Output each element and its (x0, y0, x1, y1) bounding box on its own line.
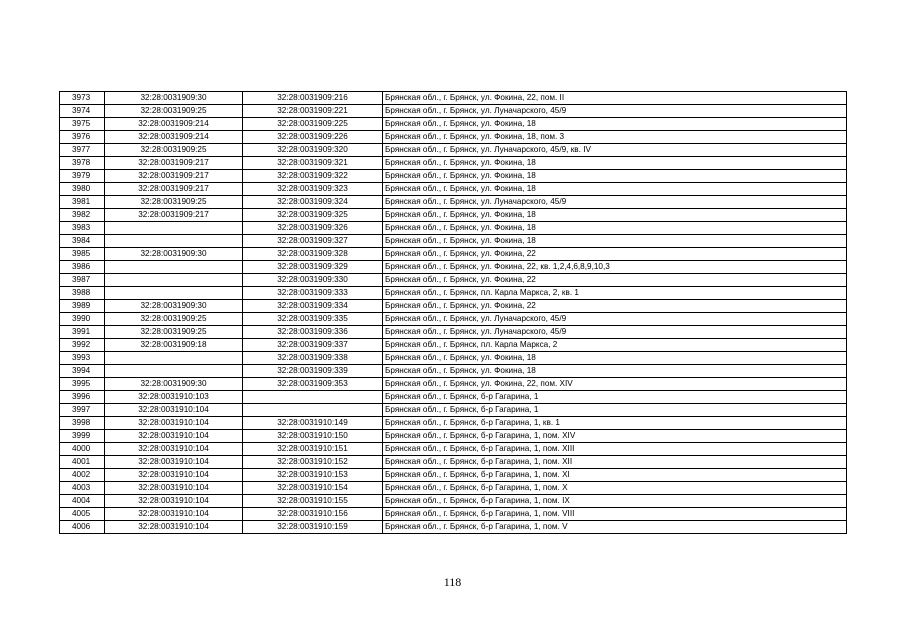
table-row (60, 131, 847, 144)
table-row (60, 456, 847, 469)
parent-cadastral-number-cell: 32:28:0031910:104 (105, 404, 243, 417)
table-row (60, 469, 847, 482)
row-number-cell: 3991 (60, 326, 105, 339)
cadastral-number-cell: 32:28:0031910:151 (243, 443, 383, 456)
address-cell: Брянская обл., г. Брянск, пл. Карла Маркса, 2, кв. 1 (383, 287, 847, 300)
cadastral-number-cell: 32:28:0031909:322 (243, 170, 383, 183)
cadastral-number-cell: 32:28:0031910:149 (243, 417, 383, 430)
cadastral-number-cell: 32:28:0031909:327 (243, 235, 383, 248)
parent-cadastral-number-cell: 32:28:0031910:104 (105, 482, 243, 495)
table-row (60, 287, 847, 300)
table-row (60, 235, 847, 248)
row-number-cell: 4002 (60, 469, 105, 482)
row-number-cell: 4001 (60, 456, 105, 469)
address-cell: Брянская обл., г. Брянск, ул. Луначарского, 45/9 (383, 105, 847, 118)
row-number-cell: 3976 (60, 131, 105, 144)
table-row (60, 209, 847, 222)
cadastral-number-cell: 32:28:0031909:329 (243, 261, 383, 274)
address-cell: Брянская обл., г. Брянск, б-р Гагарина, 1, пом. XI (383, 469, 847, 482)
registry-table-body (60, 92, 847, 534)
address-cell: Брянская обл., г. Брянск, б-р Гагарина, 1, пом. X (383, 482, 847, 495)
parent-cadastral-number-cell (105, 235, 243, 248)
cadastral-number-cell: 32:28:0031909:334 (243, 300, 383, 313)
cadastral-number-cell: 32:28:0031909:328 (243, 248, 383, 261)
address-cell: Брянская обл., г. Брянск, ул. Фокина, 18 (383, 118, 847, 131)
address-cell: Брянская обл., г. Брянск, ул. Фокина, 18 (383, 157, 847, 170)
row-number-cell: 3990 (60, 313, 105, 326)
table-row (60, 326, 847, 339)
parent-cadastral-number-cell: 32:28:0031909:217 (105, 157, 243, 170)
row-number-cell: 3978 (60, 157, 105, 170)
address-cell: Брянская обл., г. Брянск, ул. Фокина, 18, пом. 3 (383, 131, 847, 144)
parent-cadastral-number-cell (105, 352, 243, 365)
parent-cadastral-number-cell: 32:28:0031909:217 (105, 170, 243, 183)
cadastral-number-cell: 32:28:0031909:325 (243, 209, 383, 222)
address-cell: Брянская обл., г. Брянск, ул. Фокина, 22 (383, 274, 847, 287)
table-row (60, 391, 847, 404)
row-number-cell: 3995 (60, 378, 105, 391)
address-cell: Брянская обл., г. Брянск, б-р Гагарина, 1, пом. VIII (383, 508, 847, 521)
table-row (60, 274, 847, 287)
address-cell: Брянская обл., г. Брянск, ул. Фокина, 22 (383, 248, 847, 261)
cadastral-number-cell: 32:28:0031909:353 (243, 378, 383, 391)
address-cell: Брянская обл., г. Брянск, ул. Луначарского, 45/9 (383, 313, 847, 326)
table-row (60, 92, 847, 105)
row-number-cell: 3994 (60, 365, 105, 378)
address-cell: Брянская обл., г. Брянск, ул. Фокина, 22, пом. II (383, 92, 847, 105)
table-row (60, 157, 847, 170)
table-row (60, 144, 847, 157)
table-row (60, 417, 847, 430)
address-cell: Брянская обл., г. Брянск, ул. Фокина, 22 (383, 300, 847, 313)
row-number-cell: 4004 (60, 495, 105, 508)
address-cell: Брянская обл., г. Брянск, ул. Фокина, 18 (383, 222, 847, 235)
address-cell: Брянская обл., г. Брянск, б-р Гагарина, 1, пом. XIV (383, 430, 847, 443)
cadastral-number-cell: 32:28:0031909:221 (243, 105, 383, 118)
row-number-cell: 3981 (60, 196, 105, 209)
row-number-cell: 3973 (60, 92, 105, 105)
parent-cadastral-number-cell: 32:28:0031909:30 (105, 378, 243, 391)
address-cell: Брянская обл., г. Брянск, ул. Луначарского, 45/9 (383, 326, 847, 339)
cadastral-number-cell: 32:28:0031910:155 (243, 495, 383, 508)
parent-cadastral-number-cell: 32:28:0031909:25 (105, 326, 243, 339)
cadastral-number-cell: 32:28:0031910:150 (243, 430, 383, 443)
parent-cadastral-number-cell: 32:28:0031909:25 (105, 313, 243, 326)
cadastral-number-cell (243, 391, 383, 404)
table-row (60, 365, 847, 378)
parent-cadastral-number-cell: 32:28:0031910:104 (105, 430, 243, 443)
parent-cadastral-number-cell (105, 222, 243, 235)
table-row (60, 482, 847, 495)
parent-cadastral-number-cell: 32:28:0031910:104 (105, 521, 243, 534)
cadastral-number-cell (243, 404, 383, 417)
address-cell: Брянская обл., г. Брянск, ул. Фокина, 22, пом. XIV (383, 378, 847, 391)
row-number-cell: 3997 (60, 404, 105, 417)
table-row (60, 183, 847, 196)
row-number-cell: 3987 (60, 274, 105, 287)
parent-cadastral-number-cell: 32:28:0031909:217 (105, 209, 243, 222)
address-cell: Брянская обл., г. Брянск, б-р Гагарина, 1, пом. V (383, 521, 847, 534)
row-number-cell: 4006 (60, 521, 105, 534)
table-row (60, 495, 847, 508)
cadastral-number-cell: 32:28:0031909:323 (243, 183, 383, 196)
address-cell: Брянская обл., г. Брянск, ул. Луначарского, 45/9, кв. IV (383, 144, 847, 157)
cadastral-number-cell: 32:28:0031909:321 (243, 157, 383, 170)
cadastral-number-cell: 32:28:0031909:330 (243, 274, 383, 287)
table-row (60, 378, 847, 391)
table-row (60, 404, 847, 417)
table-row (60, 170, 847, 183)
table-row (60, 443, 847, 456)
address-cell: Брянская обл., г. Брянск, б-р Гагарина, 1, пом. XII (383, 456, 847, 469)
address-cell: Брянская обл., г. Брянск, ул. Фокина, 18 (383, 352, 847, 365)
parent-cadastral-number-cell (105, 261, 243, 274)
row-number-cell: 3999 (60, 430, 105, 443)
table-row (60, 508, 847, 521)
table-row (60, 521, 847, 534)
table-row (60, 105, 847, 118)
row-number-cell: 4003 (60, 482, 105, 495)
row-number-cell: 3989 (60, 300, 105, 313)
address-cell: Брянская обл., г. Брянск, пл. Карла Маркса, 2 (383, 339, 847, 352)
table-row (60, 300, 847, 313)
registry-table (59, 91, 847, 534)
parent-cadastral-number-cell: 32:28:0031910:104 (105, 417, 243, 430)
cadastral-number-cell: 32:28:0031909:216 (243, 92, 383, 105)
address-cell: Брянская обл., г. Брянск, б-р Гагарина, 1, кв. 1 (383, 417, 847, 430)
row-number-cell: 3984 (60, 235, 105, 248)
parent-cadastral-number-cell: 32:28:0031909:25 (105, 144, 243, 157)
cadastral-number-cell: 32:28:0031909:320 (243, 144, 383, 157)
cadastral-number-cell: 32:28:0031909:333 (243, 287, 383, 300)
parent-cadastral-number-cell: 32:28:0031909:30 (105, 300, 243, 313)
address-cell: Брянская обл., г. Брянск, б-р Гагарина, 1 (383, 404, 847, 417)
cadastral-number-cell: 32:28:0031909:337 (243, 339, 383, 352)
row-number-cell: 3993 (60, 352, 105, 365)
cadastral-number-cell: 32:28:0031910:153 (243, 469, 383, 482)
cadastral-number-cell: 32:28:0031909:339 (243, 365, 383, 378)
table-row (60, 196, 847, 209)
parent-cadastral-number-cell: 32:28:0031910:104 (105, 508, 243, 521)
row-number-cell: 3977 (60, 144, 105, 157)
table-row (60, 222, 847, 235)
row-number-cell: 3983 (60, 222, 105, 235)
row-number-cell: 3982 (60, 209, 105, 222)
row-number-cell: 3980 (60, 183, 105, 196)
cadastral-number-cell: 32:28:0031910:152 (243, 456, 383, 469)
table-row (60, 248, 847, 261)
cadastral-number-cell: 32:28:0031909:324 (243, 196, 383, 209)
cadastral-number-cell: 32:28:0031909:225 (243, 118, 383, 131)
page-number: 118 (443, 575, 462, 589)
parent-cadastral-number-cell (105, 274, 243, 287)
row-number-cell: 3998 (60, 417, 105, 430)
address-cell: Брянская обл., г. Брянск, ул. Фокина, 18 (383, 170, 847, 183)
parent-cadastral-number-cell: 32:28:0031910:104 (105, 495, 243, 508)
parent-cadastral-number-cell: 32:28:0031909:217 (105, 183, 243, 196)
parent-cadastral-number-cell: 32:28:0031909:25 (105, 196, 243, 209)
parent-cadastral-number-cell (105, 287, 243, 300)
row-number-cell: 3988 (60, 287, 105, 300)
parent-cadastral-number-cell (105, 365, 243, 378)
cadastral-number-cell: 32:28:0031909:335 (243, 313, 383, 326)
table-row (60, 313, 847, 326)
address-cell: Брянская обл., г. Брянск, ул. Фокина, 18 (383, 209, 847, 222)
table-row (60, 430, 847, 443)
address-cell: Брянская обл., г. Брянск, б-р Гагарина, 1, пом. IX (383, 495, 847, 508)
cadastral-number-cell: 32:28:0031909:338 (243, 352, 383, 365)
table-row (60, 118, 847, 131)
cadastral-number-cell: 32:28:0031909:226 (243, 131, 383, 144)
cadastral-number-cell: 32:28:0031910:156 (243, 508, 383, 521)
row-number-cell: 4005 (60, 508, 105, 521)
row-number-cell: 3986 (60, 261, 105, 274)
parent-cadastral-number-cell: 32:28:0031909:214 (105, 131, 243, 144)
cadastral-number-cell: 32:28:0031909:326 (243, 222, 383, 235)
row-number-cell: 4000 (60, 443, 105, 456)
cadastral-number-cell: 32:28:0031910:159 (243, 521, 383, 534)
cadastral-number-cell: 32:28:0031910:154 (243, 482, 383, 495)
address-cell: Брянская обл., г. Брянск, ул. Фокина, 18 (383, 183, 847, 196)
row-number-cell: 3974 (60, 105, 105, 118)
row-number-cell: 3975 (60, 118, 105, 131)
parent-cadastral-number-cell: 32:28:0031910:104 (105, 443, 243, 456)
parent-cadastral-number-cell: 32:28:0031910:103 (105, 391, 243, 404)
row-number-cell: 3985 (60, 248, 105, 261)
address-cell: Брянская обл., г. Брянск, ул. Фокина, 18 (383, 235, 847, 248)
parent-cadastral-number-cell: 32:28:0031909:214 (105, 118, 243, 131)
parent-cadastral-number-cell: 32:28:0031909:30 (105, 92, 243, 105)
address-cell: Брянская обл., г. Брянск, б-р Гагарина, 1, пом. XIII (383, 443, 847, 456)
parent-cadastral-number-cell: 32:28:0031910:104 (105, 456, 243, 469)
table-row (60, 339, 847, 352)
address-cell: Брянская обл., г. Брянск, ул. Луначарского, 45/9 (383, 196, 847, 209)
parent-cadastral-number-cell: 32:28:0031909:25 (105, 105, 243, 118)
parent-cadastral-number-cell: 32:28:0031909:30 (105, 248, 243, 261)
address-cell: Брянская обл., г. Брянск, ул. Фокина, 18 (383, 365, 847, 378)
address-cell: Брянская обл., г. Брянск, б-р Гагарина, 1 (383, 391, 847, 404)
row-number-cell: 3992 (60, 339, 105, 352)
row-number-cell: 3979 (60, 170, 105, 183)
table-row (60, 261, 847, 274)
table-row (60, 352, 847, 365)
parent-cadastral-number-cell: 32:28:0031910:104 (105, 469, 243, 482)
row-number-cell: 3996 (60, 391, 105, 404)
parent-cadastral-number-cell: 32:28:0031909:18 (105, 339, 243, 352)
cadastral-number-cell: 32:28:0031909:336 (243, 326, 383, 339)
address-cell: Брянская обл., г. Брянск, ул. Фокина, 22, кв. 1,2,4,6,8,9,10,3 (383, 261, 847, 274)
